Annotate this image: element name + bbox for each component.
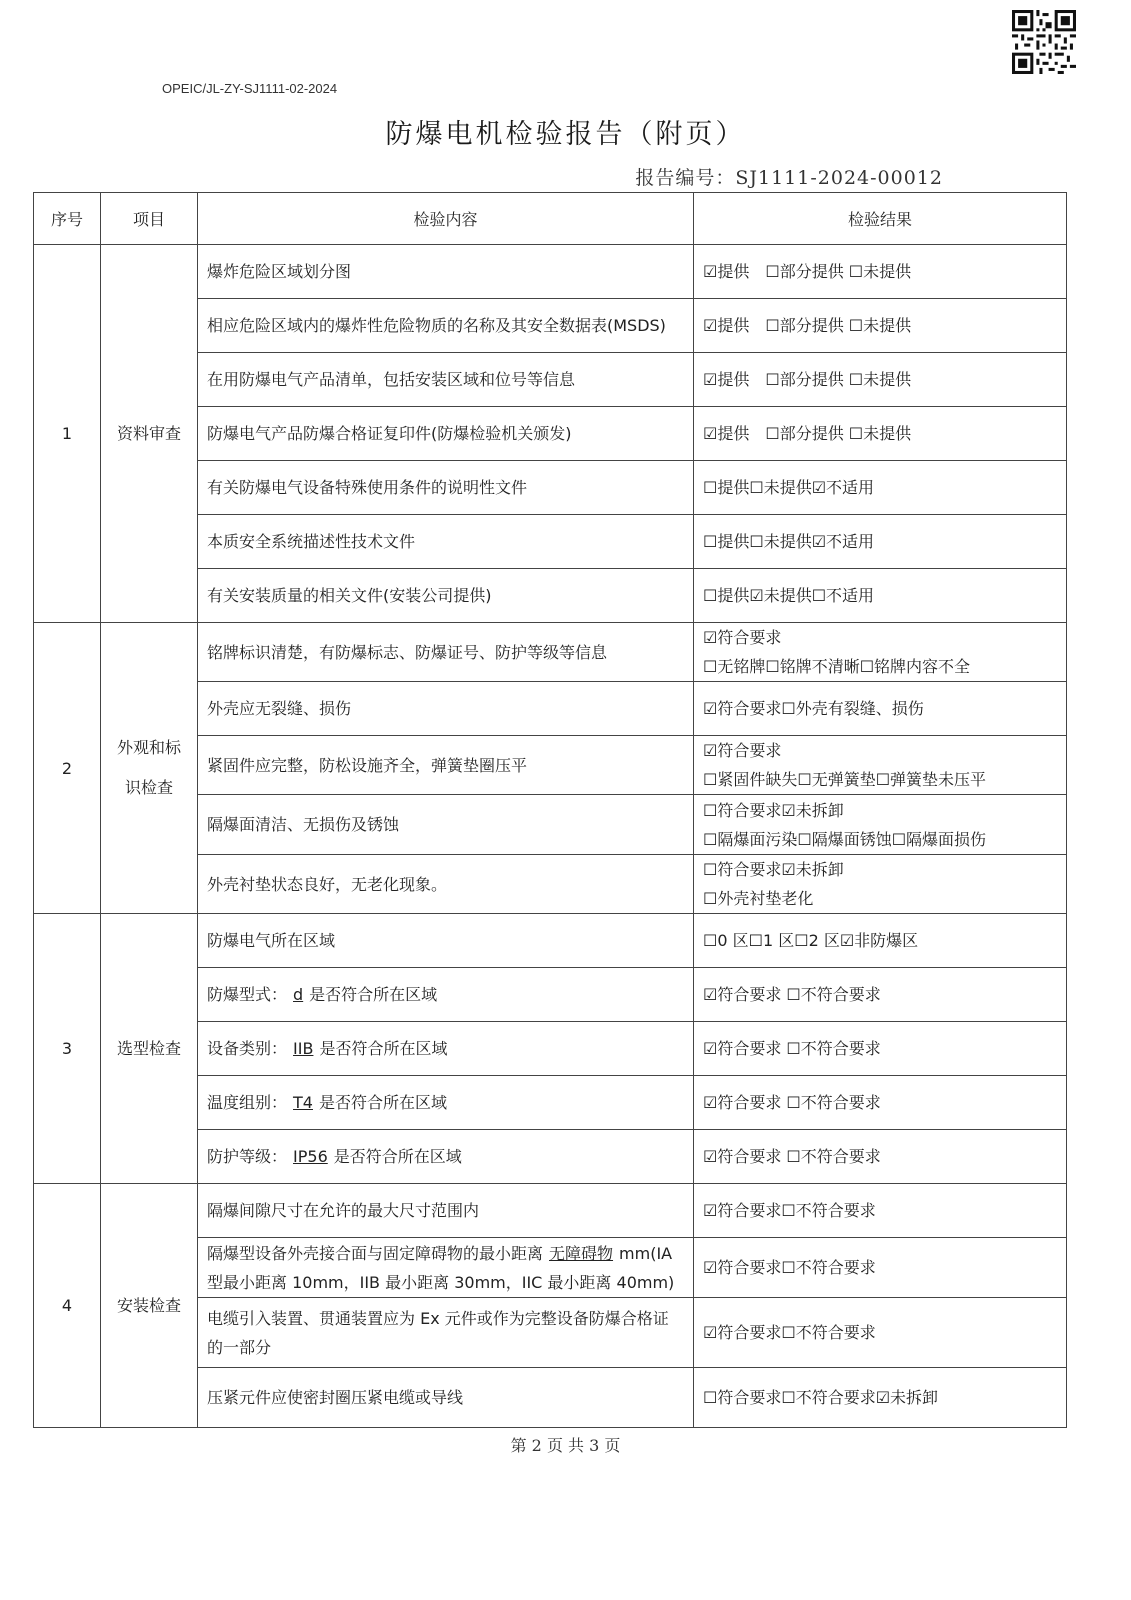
- table-header-row: [34, 193, 1067, 245]
- result-line: ☑提供 ☐部分提供 ☐未提供: [703, 262, 912, 281]
- inspection-content: [198, 1022, 694, 1076]
- content-value: IIB: [293, 1039, 314, 1058]
- report-number: 报告编号：SJ1111-2024-00012: [635, 167, 943, 189]
- result-line: ☐隔爆面污染☐隔爆面锈蚀☐隔爆面损伤: [703, 829, 987, 849]
- result-line: ☑提供 ☐部分提供 ☐未提供: [703, 316, 912, 335]
- inspection-result: [694, 1022, 1067, 1076]
- page-number: 第 2 页 共 3 页: [510, 1436, 621, 1455]
- result-line: ☐提供☑未提供☐不适用: [703, 586, 875, 605]
- content-prefix: 设备类别：: [207, 1039, 288, 1058]
- inspection-table: [33, 192, 1067, 1428]
- result-line: ☐0 区☐1 区☐2 区☑非防爆区: [703, 931, 919, 950]
- result-line: ☐符合要求☑未拆卸: [703, 860, 844, 879]
- result-line: ☐提供☐未提供☑不适用: [703, 532, 875, 551]
- result-line: ☐符合要求☐不符合要求☑未拆卸: [703, 1388, 939, 1407]
- group-number: 2: [34, 623, 101, 914]
- result-line: ☐外壳衬垫老化: [703, 889, 814, 908]
- inspection-content: 压紧元件应使密封圈压紧电缆或导线: [198, 1368, 694, 1428]
- inspection-content: 铭牌标识清楚，有防爆标志、防爆证号、防护等级等信息: [198, 623, 694, 682]
- table-row: [34, 245, 1067, 299]
- inspection-content: 相应危险区域内的爆炸性危险物质的名称及其安全数据表(MSDS): [198, 299, 694, 353]
- group-item-line: 外观和标: [116, 738, 181, 757]
- group-item: [101, 1184, 198, 1428]
- inspection-content: 本质安全系统描述性技术文件: [198, 515, 694, 569]
- result-line: ☐紧固件缺失☐无弹簧垫☐弹簧垫未压平: [703, 770, 987, 789]
- inspection-result: [694, 1368, 1067, 1428]
- content-prefix: 隔爆型设备外壳接合面与固定障碍物的最小距离: [207, 1243, 544, 1263]
- inspection-content: 有关安装质量的相关文件(安装公司提供): [198, 569, 694, 623]
- column-header-result: 检验结果: [694, 193, 1067, 245]
- content-suffix: 是否符合所在区域: [318, 1093, 447, 1112]
- group-item: [101, 914, 198, 1184]
- column-header-no: 序号: [34, 193, 101, 245]
- inspection-result: [694, 1184, 1067, 1238]
- inspection-content: 隔爆面清洁、无损伤及锈蚀: [198, 795, 694, 855]
- inspection-content: [198, 1076, 694, 1130]
- page-title: 防爆电机检验报告（附页）: [385, 119, 746, 150]
- group-item: [101, 245, 198, 623]
- result-line: ☑提供 ☐部分提供 ☐未提供: [703, 424, 912, 443]
- result-line: ☑符合要求: [703, 628, 782, 647]
- result-line: ☐符合要求☑未拆卸: [703, 800, 844, 820]
- inspection-result: [694, 461, 1067, 515]
- content-prefix: 防护等级：: [207, 1147, 288, 1166]
- table-row: [34, 914, 1067, 968]
- inspection-content: 防爆电气所在区域: [198, 914, 694, 968]
- table-row: [34, 1184, 1067, 1238]
- result-line: ☑符合要求☐外壳有裂缝、损伤: [703, 699, 924, 718]
- inspection-result: [694, 245, 1067, 299]
- inspection-result: [694, 914, 1067, 968]
- inspection-result: [694, 569, 1067, 623]
- result-line: ☑符合要求 ☐不符合要求: [703, 985, 881, 1004]
- group-item: [101, 623, 198, 914]
- group-number: 1: [34, 245, 101, 623]
- group-item-line: 安装检查: [116, 1295, 181, 1315]
- content-value: d: [293, 985, 304, 1004]
- inspection-result: [694, 1076, 1067, 1130]
- inspection-result: [694, 407, 1067, 461]
- result-line: ☑符合要求☐不符合要求: [703, 1323, 876, 1342]
- result-line: ☑符合要求: [703, 741, 782, 760]
- inspection-content: [198, 968, 694, 1022]
- inspection-result: [694, 1238, 1067, 1298]
- inspection-result: [694, 623, 1067, 682]
- group-item-line: 选型检查: [116, 1038, 181, 1058]
- inspection-content: [198, 1130, 694, 1184]
- content-suffix: 是否符合所在区域: [309, 985, 438, 1004]
- inspection-content: 在用防爆电气产品清单，包括安装区域和位号等信息: [198, 353, 694, 407]
- inspection-result: [694, 515, 1067, 569]
- result-line: ☐提供☐未提供☑不适用: [703, 478, 875, 497]
- inspection-content: [198, 1238, 694, 1298]
- result-line: ☑提供 ☐部分提供 ☐未提供: [703, 370, 912, 389]
- inspection-result: [694, 855, 1067, 914]
- inspection-content: 有关防爆电气设备特殊使用条件的说明性文件: [198, 461, 694, 515]
- column-header-content: 检验内容: [198, 193, 694, 245]
- content-suffix: 是否符合所在区域: [333, 1147, 462, 1166]
- group-number: 3: [34, 914, 101, 1184]
- content-suffix: 是否符合所在区域: [319, 1039, 448, 1058]
- inspection-result: [694, 1130, 1067, 1184]
- inspection-result: [694, 1298, 1067, 1368]
- inspection-result: [694, 682, 1067, 736]
- group-item-line: 资料审查: [116, 423, 181, 443]
- result-line: ☑符合要求 ☐不符合要求: [703, 1093, 881, 1112]
- document-code: OPEIC/JL-ZY-SJ1111-02-2024: [162, 81, 338, 96]
- content-suffix: mm(IA型最小距离 10mm，IIB 最小距离 30mm，IIC 最小距离 40mm): [207, 1243, 675, 1292]
- result-line: ☑符合要求☐不符合要求: [703, 1258, 876, 1277]
- content-value: T4: [293, 1093, 313, 1112]
- result-line: ☐无铭牌☐铭牌不清晰☐铭牌内容不全: [703, 657, 971, 676]
- group-item-line: 识检查: [124, 778, 173, 797]
- content-value: IP56: [293, 1147, 328, 1166]
- inspection-result: [694, 299, 1067, 353]
- inspection-result: [694, 795, 1067, 855]
- qr-code: [1012, 10, 1076, 74]
- inspection-content: 防爆电气产品防爆合格证复印件(防爆检验机关颁发): [198, 407, 694, 461]
- inspection-result: [694, 353, 1067, 407]
- inspection-content: 外壳应无裂缝、损伤: [198, 682, 694, 736]
- inspection-result: [694, 736, 1067, 795]
- content-prefix: 防爆型式：: [207, 985, 288, 1004]
- table-row: [34, 623, 1067, 682]
- content-value: 无障碍物: [549, 1243, 614, 1263]
- inspection-content: 电缆引入装置、贯通装置应为 Ex 元件或作为完整设备防爆合格证的一部分: [198, 1298, 694, 1368]
- inspection-content: 爆炸危险区域划分图: [198, 245, 694, 299]
- inspection-content: 隔爆间隙尺寸在允许的最大尺寸范围内: [198, 1184, 694, 1238]
- column-header-item: 项目: [101, 193, 198, 245]
- inspection-content: 外壳衬垫状态良好，无老化现象。: [198, 855, 694, 914]
- inspection-content: 紧固件应完整，防松设施齐全，弹簧垫圈压平: [198, 736, 694, 795]
- content-prefix: 温度组别：: [207, 1093, 288, 1112]
- inspection-result: [694, 968, 1067, 1022]
- result-line: ☑符合要求☐不符合要求: [703, 1201, 876, 1220]
- group-number: 4: [34, 1184, 101, 1428]
- result-line: ☑符合要求 ☐不符合要求: [703, 1039, 881, 1058]
- result-line: ☑符合要求 ☐不符合要求: [703, 1147, 881, 1166]
- table-body: [34, 245, 1067, 1428]
